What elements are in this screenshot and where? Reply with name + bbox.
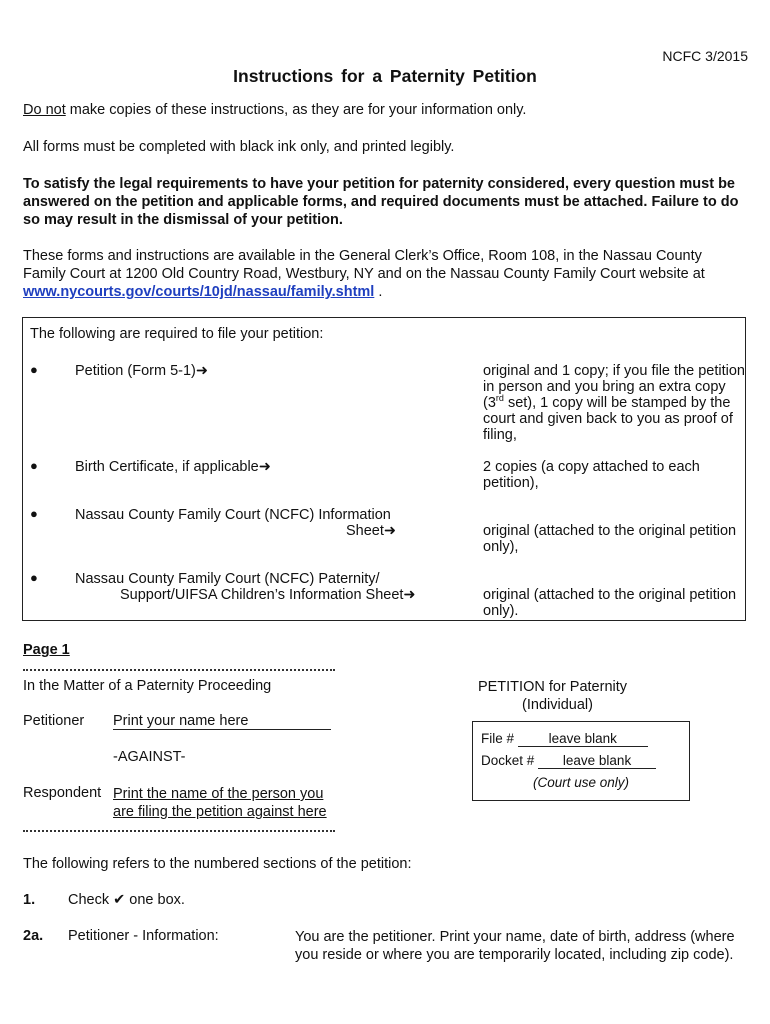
respondent-name-line1: Print the name of the person you <box>113 786 324 802</box>
against-text: -AGAINST- <box>113 749 186 765</box>
sections-intro: The following refers to the numbered sections of the petition: <box>23 856 412 872</box>
petition-title-line1: PETITION for Paternity <box>477 679 628 695</box>
website-link[interactable]: www.nycourts.gov/courts/10jd/nassau/family.shtml <box>23 284 375 300</box>
section-1-text: Check ✔ one box. <box>68 892 185 908</box>
respondent-label: Respondent <box>23 785 102 801</box>
requirement-label-petition: Petition (Form 5-1)➜ <box>75 363 209 379</box>
requirement-label-information-sheet: Nassau County Family Court (NCFC) Information <box>75 507 391 523</box>
respondent-name-line2: are filing the petition against here <box>113 804 327 820</box>
court-use-note: (Court use only) <box>532 775 630 790</box>
docket-value: leave blank <box>538 753 656 769</box>
bullet-icon: ● <box>30 506 38 521</box>
desc-part: set), 1 copy will be stamped by the court and given back to you as proof of filing, <box>483 395 733 443</box>
bullet-icon: ● <box>30 458 38 473</box>
black-ink-notice: All forms must be completed with black ink only, and printed legibly. <box>23 139 455 155</box>
requirement-desc-children-sheet: original (attached to the original petition only). <box>483 587 737 619</box>
requirement-desc-petition <box>483 363 748 443</box>
requirements-heading: The following are required to file your petition: <box>30 326 324 342</box>
petitioner-name: Print your name here <box>113 713 331 730</box>
bullet-icon: ● <box>30 362 38 377</box>
copies-rest-text: make copies of these instructions, as they are for your information only. <box>65 102 527 118</box>
copies-notice <box>23 101 748 119</box>
page-title: Instructions for a Paternity Petition <box>233 66 537 86</box>
file-number-field <box>481 731 648 747</box>
docket-label: Docket # <box>481 753 535 768</box>
dotted-divider <box>23 669 335 671</box>
requirement-label-information-sheet-line2: Sheet➜ <box>346 523 397 539</box>
file-value: leave blank <box>518 731 648 747</box>
legal-requirements-notice: To satisfy the legal requirements to have your petition for paternity considered, every question must be answered on the petition and applicable forms, and required documents must be attached. Failure to do so may result in the dismissal of your petition. <box>23 176 739 228</box>
requirement-label-children-sheet: Nassau County Family Court (NCFC) Paternity/ <box>75 571 380 587</box>
file-label: File # <box>481 731 515 746</box>
availability-text: These forms and instructions are available in the General Clerk’s Office, Room 108, in the Nassau County Family Court at 1200 Old Country Road, Westbury, NY and on the Nassau County Family Court website at <box>23 248 705 282</box>
petitioner-label: Petitioner <box>23 713 85 729</box>
requirement-label-children-sheet-line2: Support/UIFSA Children’s Information Sheet➜ <box>120 587 416 603</box>
section-2a-text: You are the petitioner. Print your name, date of birth, address (where you reside or where you are temporarily located, including zip code). <box>295 929 735 963</box>
requirement-desc-information-sheet: original (attached to the original petition only), <box>483 523 737 555</box>
website-suffix: . <box>374 284 383 300</box>
docket-number-field <box>481 753 656 769</box>
page1-heading: Page 1 <box>23 642 70 658</box>
section-1-number: 1. <box>23 892 36 908</box>
form-number: NCFC 3/2015 <box>662 48 748 64</box>
desc-superscript: rd <box>495 393 504 404</box>
desc-part: original and 1 copy; if you file the petition in person and you bring an extra copy (3 <box>483 363 745 411</box>
matter-caption: In the Matter of a Paternity Proceeding <box>23 678 272 694</box>
dotted-divider <box>23 830 335 832</box>
section-2a-number: 2a. <box>23 928 44 944</box>
section-2a-label: Petitioner - Information: <box>68 928 219 944</box>
requirement-desc-birth-certificate: 2 copies (a copy attached to each petition), <box>483 459 700 491</box>
requirement-label-birth-certificate: Birth Certificate, if applicable➜ <box>75 459 271 475</box>
petition-title-line2: (Individual) <box>522 697 593 713</box>
availability-paragraph <box>23 247 748 301</box>
bullet-icon: ● <box>30 570 38 585</box>
do-not-text: Do not <box>23 102 66 118</box>
